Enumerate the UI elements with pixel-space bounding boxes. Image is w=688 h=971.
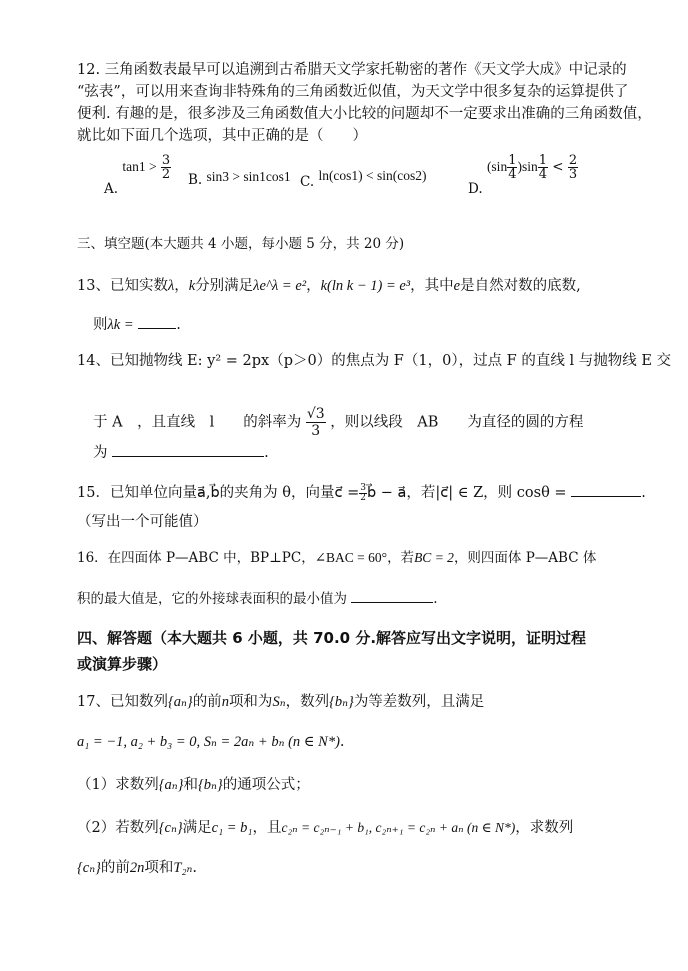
q12-option-c: C. ln(cos1) < sin(cos2) — [300, 168, 427, 190]
q17-part-1: （1）求数列{aₙ}和{bₙ}的通项公式； — [77, 777, 310, 793]
section-4-heading-line-1: 四、解答题（本大题共 6 小题，共 70.0 分.解答应写出文字说明，证明过程 — [77, 629, 587, 647]
q12-line-2: “弦表”，可以用来查询非特殊角的三角函数近似值，为天文学中很多复杂的运算提供了 — [77, 84, 629, 100]
answer-blank — [112, 442, 264, 457]
q12-line-3: 便利. 有趣的是，很多涉及三角函数值大小比较的问题却不一定要求出准确的三角函数值， — [77, 106, 652, 122]
q13-line-2: 则λk = . — [93, 314, 181, 335]
q16-line-2: 积的最大值是，它的外接球表面积的最小值为 . — [77, 588, 438, 609]
q12-line-1: 12. 三角函数表最早可以追溯到古希腊天文学家托勒密的著作《天文学大成》中记录的 — [77, 62, 627, 78]
section-3-heading: 三、填空题(本大题共 4 小题，每小题 5 分，共 20 分) — [77, 236, 405, 252]
slope-fraction: $\frac{√3}{3}$ — [306, 406, 325, 439]
q12-option-d: D. (sin $\frac{1}{4}$ )sin $\frac{1}{4}$ < $\frac{2}{3}$ — [468, 153, 578, 197]
q17-part-2-cont: {cₙ}的前2n项和T₂ₙ. — [77, 860, 198, 876]
answer-blank — [351, 588, 433, 603]
q12-line-4: 就比如下面几个选项，其中正确的是（ ） — [77, 128, 367, 144]
answer-blank — [571, 482, 641, 497]
q17-part-2: （2）若数列{cₙ}满足c₁ = b₁，且c₂ₙ = c₂ₙ₋₁ + b₁, c₂ₙ₊₁ = c₂ₙ + aₙ (n ∈ N*)，求数列 — [77, 820, 574, 836]
q17-line-1: 17、已知数列{aₙ}的前n项和为Sₙ，数列{bₙ}为等差数列，且满足 — [77, 694, 485, 710]
q16-line-1: 16．在四面体 P—ABC 中，BP⊥PC，∠BAC = 60°，若BC = 2，则四面体 P—ABC 体 — [77, 550, 597, 566]
q14-line-1: 14、已知抛物线 E: y² = 2px（p＞0）的焦点为 F（1，0），过点 F 的直线 l 与抛物线 E 交 — [77, 353, 672, 369]
q12-option-a: A. tan1 > $\frac{3}{2}$ — [104, 153, 171, 197]
answer-blank — [138, 314, 176, 329]
q13-line-1: 13、已知实数λ，k分别满足λe^λ = e²，k(ln k − 1) = e³，其中e是自然对数的底数, — [77, 278, 581, 294]
q15-line-2: （写出一个可能值） — [77, 514, 208, 530]
q17-condition: a₁ = −1, a₂ + b₃ = 0, Sₙ = 2aₙ + bₙ (n ∈ N*). — [77, 734, 345, 750]
q15-line-1: 15．已知单位向量a⃗,b⃗的夹角为 θ，向量c⃗ = $\frac{3}{2}$ b⃗ − a⃗，若|c⃗| ∈ Z，则 cosθ = . — [77, 482, 646, 503]
section-4-heading-line-2: 或演算步骤） — [77, 655, 168, 673]
q14-line-3: 为 . — [93, 442, 269, 463]
q14-line-2: 于 A ，且直线 l 的斜率为 $\frac{√3}{3}$ ，则以线段 AB 为直径的圆的方程 — [93, 406, 584, 439]
q12-option-b: B. sin3 > sin1cos1 — [188, 169, 291, 188]
fraction: $\frac{3}{2}$ — [161, 153, 171, 182]
